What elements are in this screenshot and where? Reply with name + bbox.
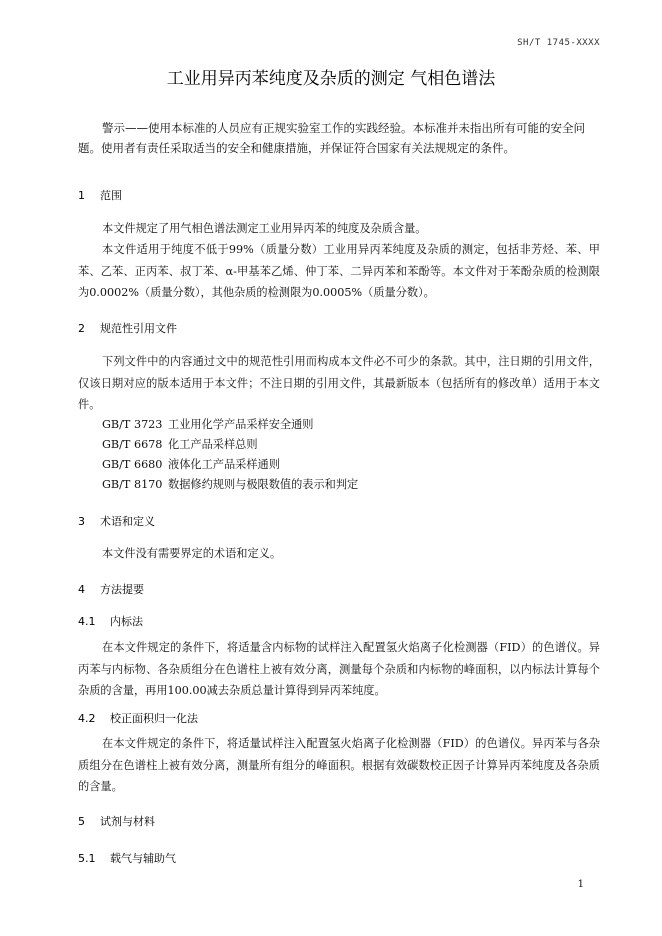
reference-title: 液体化工产品采样通则 [168,458,280,471]
section-4-heading [78,581,144,597]
page-number: 1 [577,879,584,890]
section-2-heading [78,320,177,336]
section-1-heading [78,187,122,203]
section-number: 2 [78,322,85,335]
reference-item [102,416,313,432]
section-number: 5.1 [78,852,96,865]
section-number: 4 [78,583,85,596]
paragraph-normative-refs: 下列文件中的内容通过文中的规范性引用而构成本文件必不可少的条款。其中，注日期的引用文件，仅该日期对应的版本适用于本文件；不注日期的引用文件，其最新版本（包括所有的修改单）适用于本文件。 [78,355,600,411]
paragraph-internal-standard: 在本文件规定的条件下，将适量含内标物的试样注入配置氢火焰离子化检测器（FID）的色谱仪。异丙苯与内标物、各杂质组分在色谱柱上被有效分离，测量每个杂质和内标物的峰面积，以内标法计算每个杂质的含量，再用100.00减去杂质总量计算得到异丙苯纯度。 [78,641,600,697]
paragraph-scope-2: 本文件适用于纯度不低于99%（质量分数）工业用异丙苯纯度及杂质的测定，包括非芳烃、苯、甲苯、乙苯、正丙苯、叔丁苯、α-甲基苯乙烯、仲丁苯、二异丙苯和苯酚等。本文件对于苯酚杂质的检测限为0.0002%（质量分数），其他杂质的检测限为0.0005%（质量分数）。 [78,243,600,299]
reference-item [102,436,258,452]
section-number: 4.2 [78,712,96,725]
section-number: 5 [78,815,85,828]
section-title: 载气与辅助气 [110,852,176,865]
section-4-1-heading [78,613,143,629]
doc-code-header: SH/T 1745-XXXX [517,38,600,48]
section-title: 范围 [100,189,122,202]
reference-code: GB/T 6678 [102,438,163,451]
reference-title: 化工产品采样总则 [168,438,258,451]
section-title: 术语和定义 [100,515,155,528]
paragraph-area-normalization: 在本文件规定的条件下，将适量试样注入配置氢火焰离子化检测器（FID）的色谱仪。异丙苯与各杂质组分在色谱柱上被有效分离，测量所有组分的峰面积。根据有效碳数校正因子计算异丙苯纯度及各杂质的含量。 [78,737,600,793]
paragraph-scope-1: 本文件规定了用气相色谱法测定工业用异丙苯的纯度及杂质含量。 [102,222,427,235]
section-title: 校正面积归一化法 [110,712,198,725]
section-number: 4.1 [78,615,96,628]
reference-title: 工业用化学产品采样安全通则 [168,418,314,431]
safety-warning: 警示——使用本标准的人员应有正规实验室工作的实践经验。本标准并未指出所有可能的安全问题。使用者有责任采取适当的安全和健康措施，并保证符合国家有关法规规定的条件。 [78,121,585,155]
document-title: 工业用异丙苯纯度及杂质的测定 气相色谱法 [166,69,496,89]
section-number: 1 [78,189,85,202]
section-number: 3 [78,515,85,528]
section-title: 方法提要 [100,583,144,596]
reference-code: GB/T 6680 [102,458,163,471]
section-3-heading [78,513,155,529]
section-4-2-heading [78,710,198,726]
paragraph-terms: 本文件没有需要界定的术语和定义。 [102,547,282,560]
section-title: 内标法 [110,615,143,628]
reference-title: 数据修约规则与极限数值的表示和判定 [168,478,359,491]
section-title: 试剂与材料 [100,815,155,828]
section-5-heading [78,813,155,829]
reference-item [102,476,358,492]
reference-code: GB/T 3723 [102,418,163,431]
reference-item [102,456,280,472]
reference-code: GB/T 8170 [102,478,163,491]
section-title: 规范性引用文件 [100,322,177,335]
section-5-1-heading [78,850,176,866]
